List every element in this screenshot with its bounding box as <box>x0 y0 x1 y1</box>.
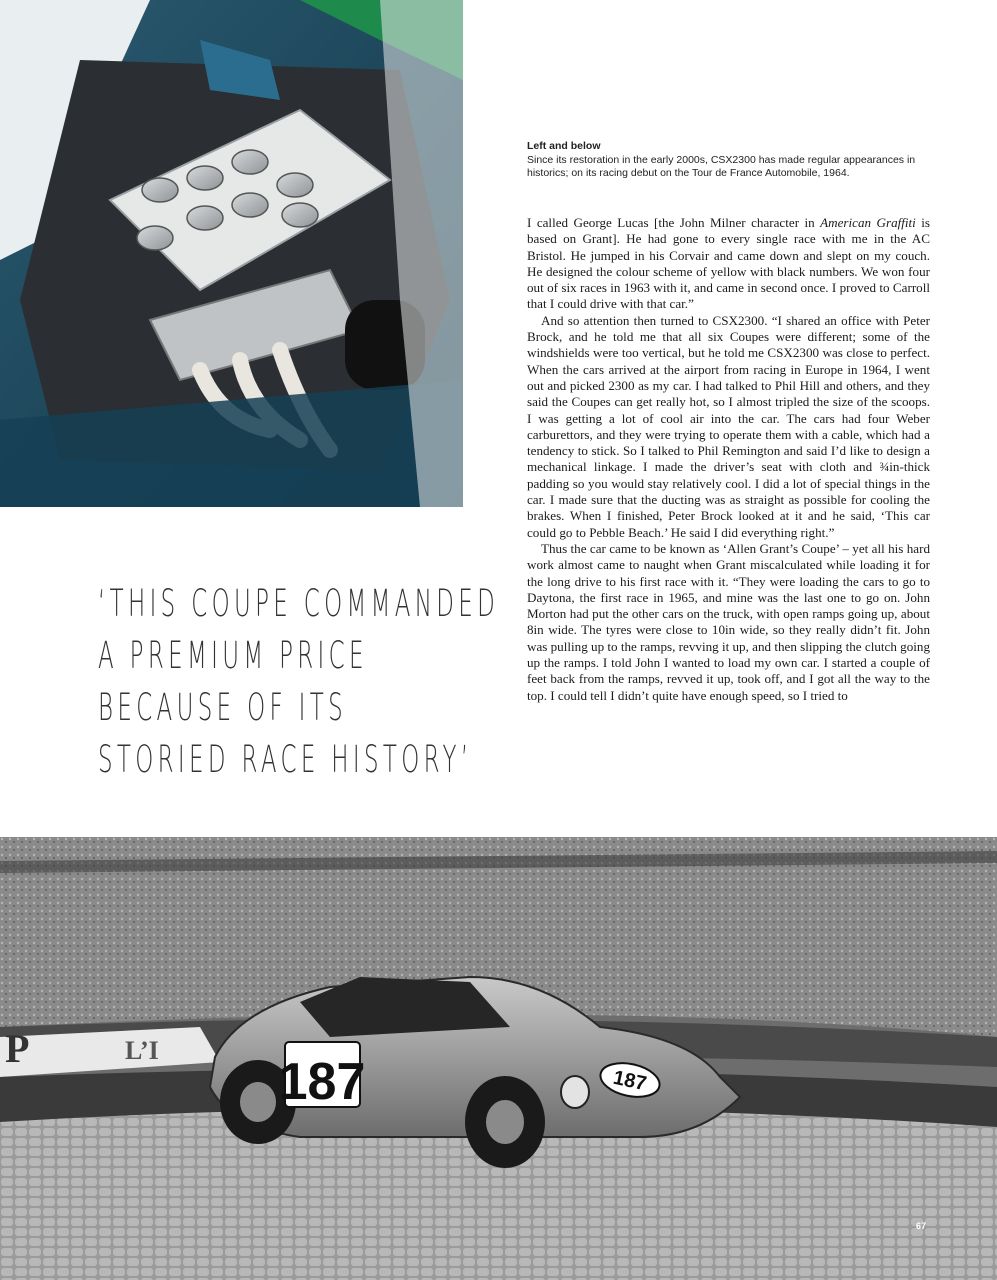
body-paragraph <box>527 215 930 313</box>
race-photo <box>0 837 997 1280</box>
body-text-segment: I called George Lucas [the John Milner character in <box>527 215 821 230</box>
caption-title: Left and below <box>527 140 601 152</box>
body-paragraph: And so attention then turned to CSX2300. “I shared an office with Peter Brock, and he told me that all six Coupes were different; some of the windshields were too vertical, but he told me CSX2300 was close to perfect. When the cars arrived at the airport from racing in Europe in 1964, I went out and picked 2300 as my car. I had talked to Phil Hill and others, and they said the Coupes can get really hot, so I almost tripled the size of the scoops. I was getting a lot of cool air into the car. The cars had four Weber carburettors, and they were trying to operate them with a cable, which had a tendency to stick. So I talked to Phil Remington and said I’d like to design a mechanical linkage. I made the driver’s seat with cloth and ¾in-thick padding so you would stay relatively cool. I did a lot of special things in the car. I made sure that the ducting was as straight as possible for cooling the brakes. When I finished, Peter Brock looked at it and he said, ‘This car could go to Pebble Beach.’ He said I did everything right.” <box>527 312 930 540</box>
engine-bay-illustration <box>0 0 463 507</box>
pull-quote-line: BECAUSE OF ITS <box>98 686 348 729</box>
pull-quote-line: A PREMIUM PRICE <box>98 634 368 677</box>
engine-bay-photo <box>0 0 463 507</box>
car-door-number: 187 <box>278 1053 366 1111</box>
pull-quote-line: ‘THIS COUPE COMMANDED <box>98 582 500 625</box>
caption-text: Since its restoration in the early 2000s, CSX2300 has made regular appearances in historics; on its racing debut on the Tour de France Automobile, 1964. <box>527 154 916 179</box>
body-text-segment: is based on Grant]. He had gone to every single race with me in the AC Bristol. He jumped in his Corvair and came down and slept on my couch. He designed the colour scheme of yellow with black numbers. We won four out of six races in 1963 with it, and came in second once. I proved to Carroll that I could drive with that car.” <box>527 215 930 312</box>
race-car-illustration <box>0 837 997 1280</box>
car-hood-number: 187 <box>611 1066 649 1096</box>
pull-quote-line: STORIED RACE HISTORY’ <box>98 738 473 781</box>
banner-letters: L’I <box>125 1036 159 1065</box>
body-paragraph: Thus the car came to be known as ‘Allen Grant’s Coupe’ – yet all his hard work almost came to naught when Grant miscalculated while loading it for the long drive to his first race with it. “They were loading the cars to go to Daytona, the first race in 1965, and mine was the last one to go on. John Morton had put the other cars on the truck, with open ramps going up, about 8in wide. The tyres were close to 10in wide, so they really didn’t fit. John was pulling up to the ramps, revving it up, and then slipping the clutch going up the ramps. I told John I wanted to load my own car. I started a couple of feet back from the ramps, revved it up, took off, and I got all the way to the top. I could tell I didn’t quite have enough speed, so I tried to <box>527 540 930 703</box>
photo-caption <box>527 140 937 180</box>
film-title: American Graffiti <box>820 215 916 230</box>
article-body <box>527 215 930 704</box>
banner-letter: P <box>5 1026 30 1071</box>
page-number: 67 <box>916 1221 927 1231</box>
pull-quote <box>98 578 500 786</box>
